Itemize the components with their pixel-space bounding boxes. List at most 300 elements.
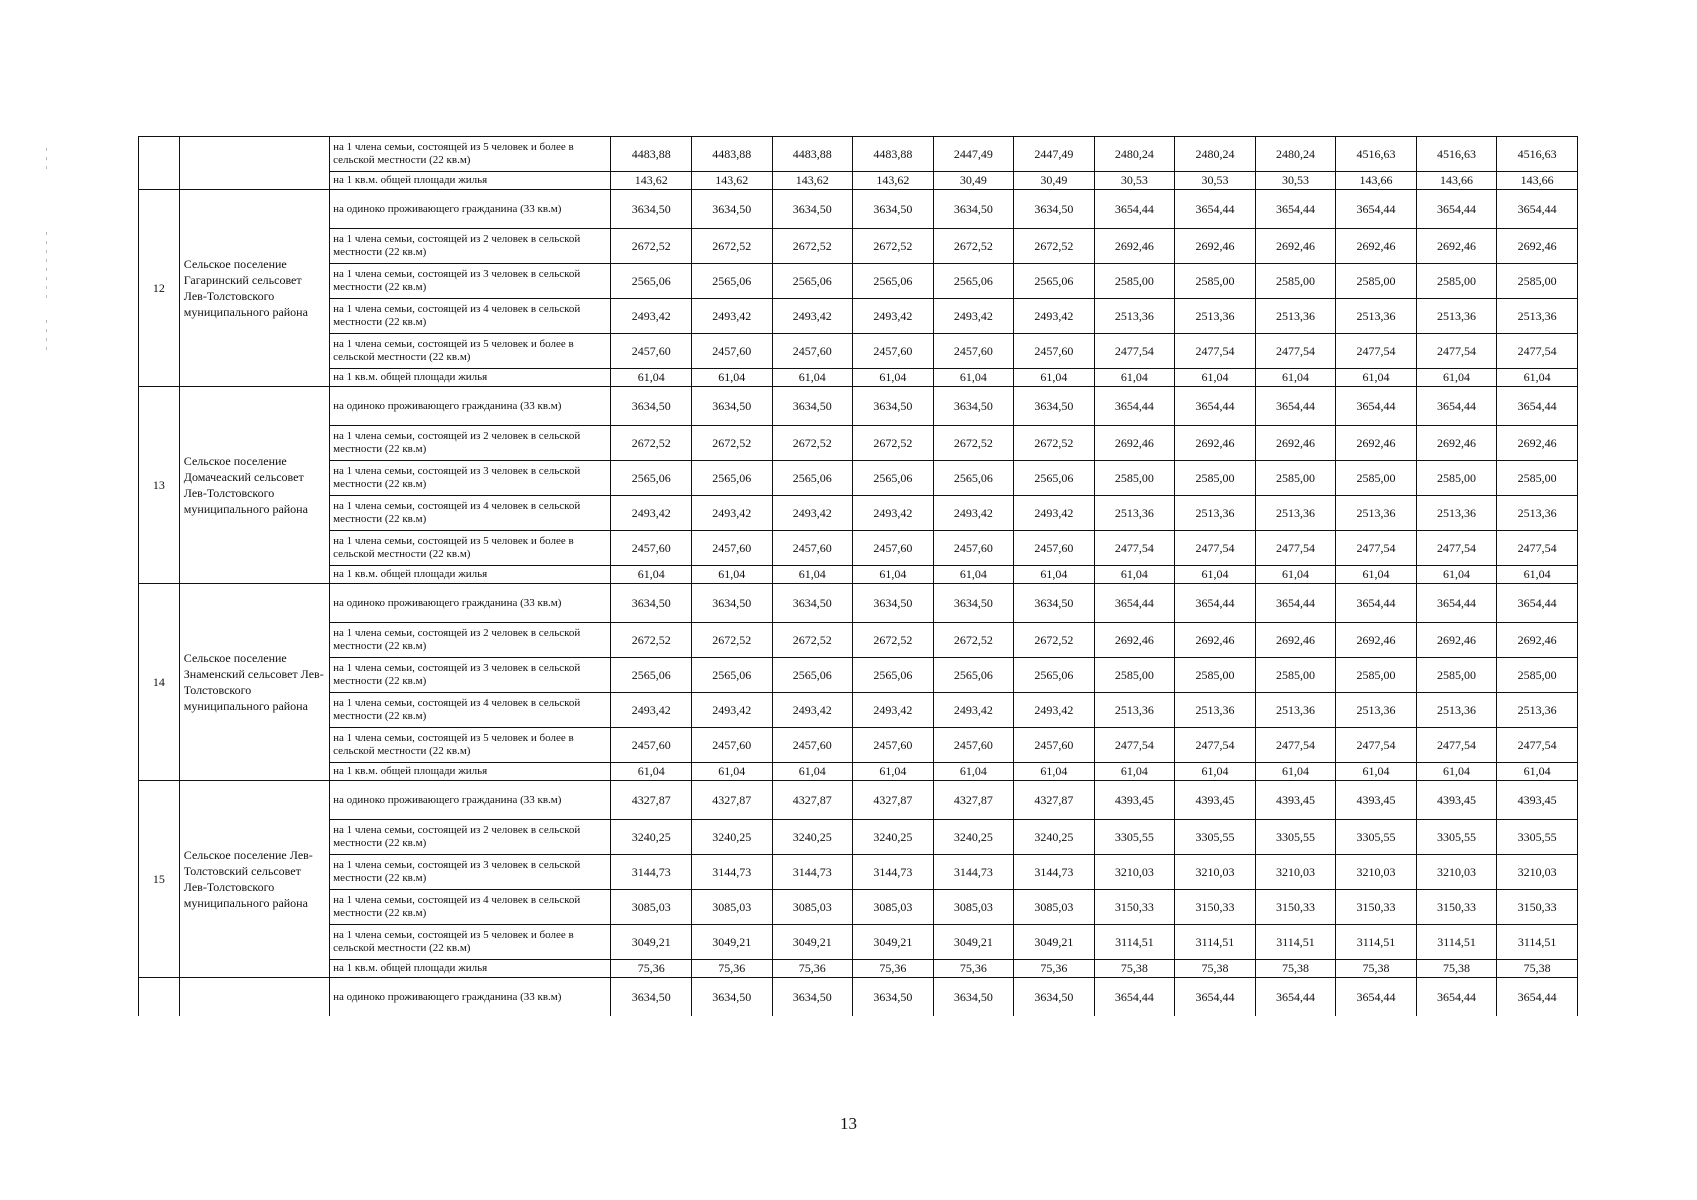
scan-mark: [46, 148, 47, 172]
table-cell: 3634,50: [933, 584, 1014, 623]
table-row: [139, 496, 1578, 531]
table-cell: 2493,42: [611, 299, 692, 334]
scan-mark: [46, 232, 47, 302]
table-cell: 3150,33: [1175, 890, 1256, 925]
table-cell: 61,04: [1014, 763, 1095, 781]
table-row: [139, 172, 1578, 190]
row-label: на 1 члена семьи, состоящей из 2 человек в сельской местности (22 кв.м): [330, 820, 611, 855]
table-cell: 4483,88: [611, 137, 692, 172]
table-cell: 2565,06: [611, 658, 692, 693]
table-cell: 3654,44: [1175, 387, 1256, 426]
table-cell: 2513,36: [1094, 693, 1175, 728]
row-label: на 1 кв.м. общей площади жилья: [330, 566, 611, 584]
table-cell: 2457,60: [933, 334, 1014, 369]
table-cell: 3114,51: [1416, 925, 1497, 960]
table-cell: 2692,46: [1175, 623, 1256, 658]
table-row: [139, 960, 1578, 978]
settlement-name-cell: Сельское поселение Гагаринский сельсовет Лев-Толстовского муниципального района: [179, 190, 329, 387]
table-cell: 4393,45: [1416, 781, 1497, 820]
row-label: на одиноко проживающего гражданина (33 кв.м): [330, 978, 611, 1017]
table-cell: 3634,50: [611, 387, 692, 426]
table-cell: 61,04: [1175, 763, 1256, 781]
table-cell: 3634,50: [853, 190, 934, 229]
table-cell: 61,04: [1497, 369, 1578, 387]
table-cell: 2565,06: [692, 461, 773, 496]
table-cell: 3049,21: [692, 925, 773, 960]
row-label: на 1 кв.м. общей площади жилья: [330, 369, 611, 387]
table-cell: 2457,60: [611, 334, 692, 369]
table-cell: 2565,06: [933, 658, 1014, 693]
table-cell: 3114,51: [1336, 925, 1417, 960]
table-cell: 3114,51: [1255, 925, 1336, 960]
table-row: [139, 820, 1578, 855]
table-row: [139, 658, 1578, 693]
table-cell: 2477,54: [1336, 728, 1417, 763]
table-cell: 75,38: [1175, 960, 1256, 978]
table-cell: 4327,87: [611, 781, 692, 820]
table-cell: 143,62: [772, 172, 853, 190]
table-cell: 2565,06: [611, 461, 692, 496]
table-cell: 2692,46: [1175, 229, 1256, 264]
row-label: на 1 члена семьи, состоящей из 5 человек и более в сельской местности (22 кв.м): [330, 334, 611, 369]
table-cell: 2672,52: [611, 229, 692, 264]
row-label: на одиноко проживающего гражданина (33 кв.м): [330, 190, 611, 229]
table-cell: 3654,44: [1497, 190, 1578, 229]
table-cell: 2493,42: [692, 299, 773, 334]
table-cell: 3210,03: [1416, 855, 1497, 890]
table-row: [139, 728, 1578, 763]
table-cell: 3240,25: [772, 820, 853, 855]
table-cell: 3210,03: [1094, 855, 1175, 890]
row-index-cell: 12: [139, 190, 180, 387]
table-cell: 2565,06: [853, 264, 934, 299]
table-row: [139, 978, 1578, 1017]
table-cell: 2585,00: [1336, 461, 1417, 496]
table-row: [139, 264, 1578, 299]
table-cell: 3654,44: [1497, 387, 1578, 426]
table-cell: 2672,52: [611, 426, 692, 461]
table-cell: 3654,44: [1094, 584, 1175, 623]
table-cell: 2585,00: [1255, 658, 1336, 693]
table-cell: 75,38: [1094, 960, 1175, 978]
table-cell: 2493,42: [692, 693, 773, 728]
table-cell: 143,66: [1336, 172, 1417, 190]
table-cell: 61,04: [611, 369, 692, 387]
table-cell: 61,04: [1014, 566, 1095, 584]
table-cell: 4327,87: [933, 781, 1014, 820]
table-cell: 61,04: [853, 763, 934, 781]
table-cell: 3634,50: [692, 584, 773, 623]
table-cell: 3654,44: [1175, 190, 1256, 229]
table-row: [139, 334, 1578, 369]
table-cell: 61,04: [933, 763, 1014, 781]
row-label: на 1 члена семьи, состоящей из 5 человек и более в сельской местности (22 кв.м): [330, 925, 611, 960]
table-cell: 61,04: [692, 566, 773, 584]
table-cell: 3240,25: [692, 820, 773, 855]
table-cell: 3654,44: [1175, 584, 1256, 623]
table-cell: 2477,54: [1497, 334, 1578, 369]
table-cell: 2672,52: [1014, 426, 1095, 461]
table-cell: 61,04: [1255, 763, 1336, 781]
table-cell: 75,36: [772, 960, 853, 978]
row-label: на 1 члена семьи, состоящей из 3 человек в сельской местности (22 кв.м): [330, 264, 611, 299]
table-cell: 3085,03: [853, 890, 934, 925]
table-cell: 2692,46: [1094, 229, 1175, 264]
table-cell: 2672,52: [692, 229, 773, 264]
table-cell: 2672,52: [692, 426, 773, 461]
table-cell: 61,04: [1255, 369, 1336, 387]
table-cell: 143,66: [1497, 172, 1578, 190]
table-cell: 2513,36: [1497, 299, 1578, 334]
table-cell: 2513,36: [1255, 299, 1336, 334]
table-cell: 3114,51: [1497, 925, 1578, 960]
table-cell: 3634,50: [772, 978, 853, 1017]
table-cell: 4483,88: [772, 137, 853, 172]
table-cell: 2477,54: [1255, 334, 1336, 369]
table-cell: 4483,88: [853, 137, 934, 172]
table-cell: 3305,55: [1255, 820, 1336, 855]
table-cell: 75,36: [692, 960, 773, 978]
table-cell: 2493,42: [853, 496, 934, 531]
table-cell: 3654,44: [1094, 978, 1175, 1017]
table-cell: 3654,44: [1497, 584, 1578, 623]
table-cell: 2513,36: [1336, 299, 1417, 334]
table-cell: 2493,42: [611, 496, 692, 531]
table-cell: 2585,00: [1497, 461, 1578, 496]
table-cell: 2692,46: [1255, 229, 1336, 264]
table-row: [139, 623, 1578, 658]
table-cell: 143,62: [692, 172, 773, 190]
table-cell: 3240,25: [611, 820, 692, 855]
scan-mark: [46, 320, 47, 350]
table-cell: 3114,51: [1175, 925, 1256, 960]
table-cell: 3085,03: [772, 890, 853, 925]
table-cell: 61,04: [611, 763, 692, 781]
table-cell: 2457,60: [692, 531, 773, 566]
table-cell: 61,04: [1175, 566, 1256, 584]
table-cell: 2692,46: [1416, 623, 1497, 658]
table-cell: 30,53: [1255, 172, 1336, 190]
page-number: 13: [840, 1114, 857, 1133]
table-cell: 2447,49: [933, 137, 1014, 172]
table-cell: 61,04: [853, 369, 934, 387]
table-cell: 2457,60: [611, 728, 692, 763]
table-row: [139, 426, 1578, 461]
table-cell: 2477,54: [1094, 728, 1175, 763]
table-cell: 2477,54: [1175, 531, 1256, 566]
table-cell: 3085,03: [1014, 890, 1095, 925]
table-cell: 3654,44: [1175, 978, 1256, 1017]
table-cell: 4327,87: [1014, 781, 1095, 820]
table-cell: 3654,44: [1497, 978, 1578, 1017]
table-cell: 3634,50: [933, 190, 1014, 229]
table-cell: 61,04: [853, 566, 934, 584]
table-cell: 2457,60: [853, 531, 934, 566]
table-cell: 2480,24: [1255, 137, 1336, 172]
table-cell: 2565,06: [772, 461, 853, 496]
table-cell: 3144,73: [692, 855, 773, 890]
table-cell: 4393,45: [1336, 781, 1417, 820]
table-cell: 3654,44: [1416, 387, 1497, 426]
table-cell: 2457,60: [933, 531, 1014, 566]
table-cell: 2672,52: [853, 623, 934, 658]
table-cell: 2513,36: [1255, 693, 1336, 728]
table-cell: 61,04: [1094, 763, 1175, 781]
table-cell: 2493,42: [933, 496, 1014, 531]
table-cell: 3049,21: [1014, 925, 1095, 960]
table-cell: 2672,52: [1014, 229, 1095, 264]
table-row: [139, 855, 1578, 890]
table-row: [139, 890, 1578, 925]
table-cell: 61,04: [692, 369, 773, 387]
table-cell: 4516,63: [1336, 137, 1417, 172]
table-cell: 2692,46: [1255, 426, 1336, 461]
table-cell: 3634,50: [853, 387, 934, 426]
table-cell: 3144,73: [1014, 855, 1095, 890]
table-cell: 3114,51: [1094, 925, 1175, 960]
table-cell: 61,04: [772, 369, 853, 387]
table-cell: 2493,42: [853, 299, 934, 334]
table-cell: 75,38: [1336, 960, 1417, 978]
table-cell: 3305,55: [1094, 820, 1175, 855]
table-cell: 3210,03: [1175, 855, 1256, 890]
table-cell: 2585,00: [1094, 461, 1175, 496]
table-cell: 2513,36: [1416, 299, 1497, 334]
table-cell: 2513,36: [1175, 299, 1256, 334]
table-cell: 2672,52: [772, 229, 853, 264]
table-cell: 4327,87: [772, 781, 853, 820]
table-cell: 75,36: [611, 960, 692, 978]
table-cell: 2513,36: [1175, 496, 1256, 531]
table-cell: 2565,06: [853, 461, 934, 496]
table-cell: 2585,00: [1497, 658, 1578, 693]
table-cell: 2513,36: [1175, 693, 1256, 728]
table-cell: 61,04: [1497, 763, 1578, 781]
table-cell: 3634,50: [692, 190, 773, 229]
table-cell: 143,62: [611, 172, 692, 190]
table-cell: 2585,00: [1175, 658, 1256, 693]
table-cell: 2477,54: [1094, 334, 1175, 369]
row-label: на 1 члена семьи, состоящей из 2 человек в сельской местности (22 кв.м): [330, 229, 611, 264]
table-row: [139, 137, 1578, 172]
table-cell: 2457,60: [772, 728, 853, 763]
table-cell: 3150,33: [1336, 890, 1417, 925]
table-cell: 2457,60: [611, 531, 692, 566]
table-cell: 2692,46: [1336, 426, 1417, 461]
row-label: на 1 члена семьи, состоящей из 2 человек в сельской местности (22 кв.м): [330, 623, 611, 658]
table-cell: 2513,36: [1497, 693, 1578, 728]
table-cell: 61,04: [772, 763, 853, 781]
row-label: на одиноко проживающего гражданина (33 кв.м): [330, 584, 611, 623]
row-index-cell: 14: [139, 584, 180, 781]
table-cell: 2477,54: [1175, 728, 1256, 763]
table-cell: 3085,03: [611, 890, 692, 925]
row-label: на одиноко проживающего гражданина (33 кв.м): [330, 781, 611, 820]
table-cell: 3654,44: [1336, 978, 1417, 1017]
table-cell: 3654,44: [1416, 978, 1497, 1017]
table-cell: 61,04: [1175, 369, 1256, 387]
table-cell: 61,04: [933, 566, 1014, 584]
table-cell: 3305,55: [1336, 820, 1417, 855]
row-label: на 1 члена семьи, состоящей из 4 человек в сельской местности (22 кв.м): [330, 299, 611, 334]
table-cell: 3654,44: [1255, 584, 1336, 623]
table-cell: 4393,45: [1497, 781, 1578, 820]
row-index-cell: [139, 978, 180, 1017]
table-cell: 61,04: [692, 763, 773, 781]
table-cell: 3210,03: [1255, 855, 1336, 890]
table-cell: 61,04: [1336, 763, 1417, 781]
table-cell: 2493,42: [1014, 496, 1095, 531]
table-cell: 61,04: [1255, 566, 1336, 584]
row-label: на 1 члена семьи, состоящей из 2 человек в сельской местности (22 кв.м): [330, 426, 611, 461]
table-cell: 3150,33: [1255, 890, 1336, 925]
table-cell: 2672,52: [692, 623, 773, 658]
table-cell: 3634,50: [611, 978, 692, 1017]
table-cell: 3305,55: [1497, 820, 1578, 855]
table-cell: 2513,36: [1336, 496, 1417, 531]
table-cell: 3634,50: [933, 978, 1014, 1017]
settlement-name-cell: [179, 137, 329, 190]
table-cell: 3634,50: [692, 978, 773, 1017]
table-cell: 75,38: [1255, 960, 1336, 978]
table-cell: 3085,03: [692, 890, 773, 925]
row-label: на 1 члена семьи, состоящей из 3 человек в сельской местности (22 кв.м): [330, 658, 611, 693]
table-cell: 2493,42: [772, 693, 853, 728]
table-cell: 75,38: [1497, 960, 1578, 978]
table-cell: 3634,50: [933, 387, 1014, 426]
table-cell: 2457,60: [772, 334, 853, 369]
table-cell: 2493,42: [1014, 299, 1095, 334]
table-cell: 61,04: [1416, 369, 1497, 387]
tariff-table-sheet: [138, 136, 1578, 1016]
table-cell: 30,49: [933, 172, 1014, 190]
settlement-name-cell: Сельское поселение Лев-Толстовский сельсовет Лев-Толстовского муниципального района: [179, 781, 329, 978]
table-cell: 2585,00: [1255, 264, 1336, 299]
table-cell: 3144,73: [853, 855, 934, 890]
row-label: на 1 члена семьи, состоящей из 4 человек в сельской местности (22 кв.м): [330, 890, 611, 925]
table-cell: 2513,36: [1497, 496, 1578, 531]
row-label: на 1 члена семьи, состоящей из 4 человек в сельской местности (22 кв.м): [330, 693, 611, 728]
settlement-name-cell: [179, 978, 329, 1017]
table-cell: 3305,55: [1416, 820, 1497, 855]
table-cell: 4393,45: [1094, 781, 1175, 820]
table-cell: 61,04: [1416, 763, 1497, 781]
table-cell: 2672,52: [772, 623, 853, 658]
table-cell: 61,04: [772, 566, 853, 584]
table-cell: 2692,46: [1497, 426, 1578, 461]
row-index-cell: [139, 137, 180, 190]
table-cell: 3634,50: [692, 387, 773, 426]
table-cell: 3634,50: [1014, 978, 1095, 1017]
table-cell: 2585,00: [1497, 264, 1578, 299]
table-cell: 2585,00: [1094, 264, 1175, 299]
table-cell: 61,04: [1336, 369, 1417, 387]
table-cell: 143,62: [853, 172, 934, 190]
table-cell: 2513,36: [1094, 299, 1175, 334]
table-cell: 2457,60: [1014, 334, 1095, 369]
table-cell: 2513,36: [1336, 693, 1417, 728]
table-cell: 2477,54: [1094, 531, 1175, 566]
table-cell: 3150,33: [1416, 890, 1497, 925]
table-cell: 2477,54: [1416, 728, 1497, 763]
table-cell: 2692,46: [1094, 623, 1175, 658]
row-label: на 1 кв.м. общей площади жилья: [330, 763, 611, 781]
row-label: на 1 члена семьи, состоящей из 3 человек в сельской местности (22 кв.м): [330, 855, 611, 890]
table-cell: 2585,00: [1255, 461, 1336, 496]
table-cell: 4516,63: [1416, 137, 1497, 172]
table-cell: 3240,25: [933, 820, 1014, 855]
table-cell: 3144,73: [772, 855, 853, 890]
table-cell: 2480,24: [1094, 137, 1175, 172]
table-cell: 2493,42: [611, 693, 692, 728]
table-cell: 4393,45: [1255, 781, 1336, 820]
table-cell: 2513,36: [1416, 496, 1497, 531]
table-cell: 3085,03: [933, 890, 1014, 925]
table-cell: 3654,44: [1255, 190, 1336, 229]
table-cell: 3654,44: [1094, 387, 1175, 426]
table-cell: 2513,36: [1416, 693, 1497, 728]
settlement-name-cell: Сельское поселение Домачеаский сельсовет Лев-Толстовского муниципального района: [179, 387, 329, 584]
table-cell: 3654,44: [1336, 584, 1417, 623]
table-cell: 61,04: [1094, 566, 1175, 584]
table-cell: 75,36: [1014, 960, 1095, 978]
table-cell: 61,04: [1094, 369, 1175, 387]
table-cell: 4327,87: [853, 781, 934, 820]
table-cell: 4516,63: [1497, 137, 1578, 172]
table-cell: 4393,45: [1175, 781, 1256, 820]
table-cell: 3049,21: [611, 925, 692, 960]
table-cell: 2585,00: [1336, 264, 1417, 299]
table-row: [139, 369, 1578, 387]
table-cell: 3634,50: [611, 584, 692, 623]
table-cell: 2565,06: [772, 264, 853, 299]
table-cell: 3150,33: [1497, 890, 1578, 925]
table-cell: 2513,36: [1255, 496, 1336, 531]
table-cell: 61,04: [933, 369, 1014, 387]
table-cell: 2480,24: [1175, 137, 1256, 172]
table-cell: 2672,52: [611, 623, 692, 658]
row-label: на 1 кв.м. общей площади жилья: [330, 960, 611, 978]
table-cell: 3210,03: [1336, 855, 1417, 890]
table-cell: 2672,52: [933, 229, 1014, 264]
table-cell: 2692,46: [1336, 623, 1417, 658]
table-cell: 2692,46: [1336, 229, 1417, 264]
table-cell: 2585,00: [1416, 264, 1497, 299]
table-cell: 3654,44: [1094, 190, 1175, 229]
row-label: на 1 члена семьи, состоящей из 5 человек и более в сельской местности (22 кв.м): [330, 137, 611, 172]
table-cell: 2477,54: [1416, 531, 1497, 566]
table-cell: 3049,21: [933, 925, 1014, 960]
table-cell: 2672,52: [1014, 623, 1095, 658]
table-cell: 2672,52: [772, 426, 853, 461]
table-cell: 2457,60: [772, 531, 853, 566]
table-cell: 2565,06: [853, 658, 934, 693]
table-cell: 2457,60: [853, 728, 934, 763]
table-cell: 2477,54: [1336, 531, 1417, 566]
table-cell: 2493,42: [933, 299, 1014, 334]
table-cell: 61,04: [1336, 566, 1417, 584]
table-cell: 2457,60: [1014, 728, 1095, 763]
table-cell: 30,53: [1094, 172, 1175, 190]
table-cell: 2692,46: [1175, 426, 1256, 461]
table-cell: 3654,44: [1416, 584, 1497, 623]
table-cell: 2493,42: [772, 299, 853, 334]
table-cell: 3634,50: [772, 190, 853, 229]
table-cell: 2477,54: [1255, 728, 1336, 763]
table-cell: 2672,52: [853, 426, 934, 461]
table-cell: 3150,33: [1094, 890, 1175, 925]
row-label: на 1 члена семьи, состоящей из 3 человек в сельской местности (22 кв.м): [330, 461, 611, 496]
